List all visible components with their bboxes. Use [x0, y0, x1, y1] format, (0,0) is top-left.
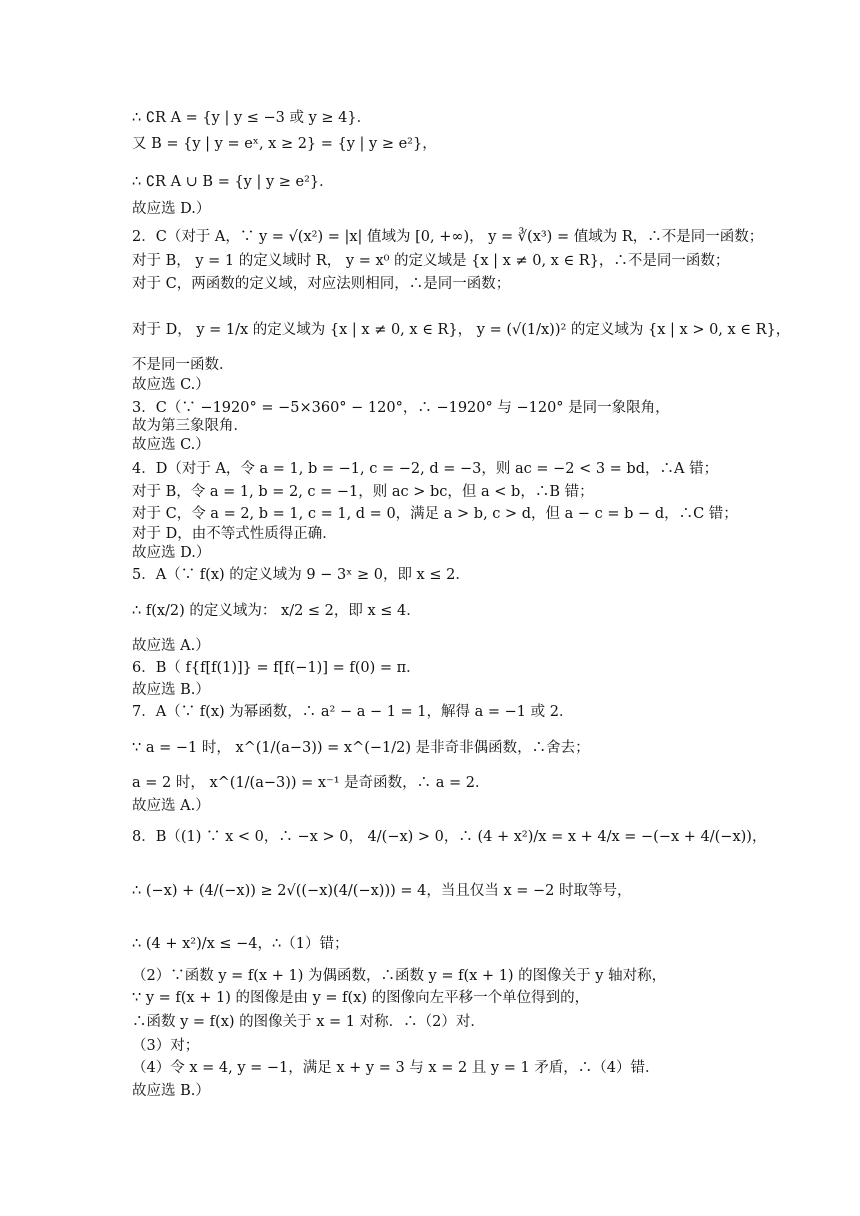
text-line: ∴ ∁R A = {y | y ≤ −3 或 y ≥ 4}． — [132, 110, 372, 126]
text-line: 故应选 C.） — [132, 377, 210, 393]
text-line: 6．B（ f{f[f(1)]} = f[f(−1)] = f(0) = π． — [132, 660, 421, 676]
text-line: （2）∵函数 y = f(x + 1) 为偶函数，∴函数 y = f(x + 1) 的图像关于 y 轴对称， — [132, 968, 667, 984]
text-line: 5．A（∵ f(x) 的定义域为 9 − 3ˣ ≥ 0，即 x ≤ 2． — [132, 567, 470, 583]
text-line: ∴ (4 + x²)/x ≤ −4，∴（1）错； — [132, 936, 349, 952]
text-line: 故应选 D.） — [132, 545, 211, 561]
text-line: 对于 B， y = 1 的定义域时 R， y = x⁰ 的定义域是 {x | x ≠ 0, x ∈ R}，∴不是同一函数； — [132, 253, 730, 269]
text-line: （4）令 x = 4, y = −1，满足 x + y = 3 与 x = 2 且 y = 1 矛盾，∴（4）错． — [132, 1060, 660, 1076]
text-line: 对于 C，令 a = 2, b = 1, c = 1, d = 0，满足 a > b, c > d，但 a − c = b − d，∴C 错； — [132, 506, 738, 522]
text-line: ∴ (−x) + (4/(−x)) ≥ 2√((−x)(4/(−x))) = 4，当且仅当 x = −2 时取等号， — [132, 883, 632, 899]
text-line: ∵ y = f(x + 1) 的图像是由 y = f(x) 的图像向左平移一个单位得到的， — [132, 990, 590, 1006]
text-line: 故应选 B.） — [132, 682, 210, 698]
text-line: 对于 C，两函数的定义域，对应法则相同，∴是同一函数； — [132, 276, 511, 292]
text-line: 故应选 B.） — [132, 1083, 210, 1099]
text-line: 故应选 A.） — [132, 798, 210, 814]
text-line: 对于 D，由不等式性质得正确． — [132, 526, 337, 542]
text-line: ∴ ∁R A ∪ B = {y | y ≥ e²}． — [132, 174, 334, 190]
text-line: 4．D（对于 A，令 a = 1, b = −1, c = −2, d = −3，则 ac = −2 < 3 = bd，∴A 错； — [132, 461, 719, 477]
text-line: （3）对； — [132, 1038, 200, 1054]
text-line: ∴ f(x/2) 的定义域为： x/2 ≤ 2，即 x ≤ 4． — [132, 603, 421, 619]
text-line: 故应选 D.） — [132, 201, 211, 217]
text-line: 不是同一函数． — [132, 357, 234, 373]
text-line: 故为第三象限角． — [132, 418, 248, 434]
text-line: 3．C（∵ −1920° = −5×360° − 120°，∴ −1920° 与 −120° 是同一象限角， — [132, 400, 670, 416]
text-line: 故应选 C.） — [132, 437, 210, 453]
text-line: 又 B = {y | y = eˣ, x ≥ 2} = {y | y ≥ e²}， — [132, 136, 437, 152]
text-line: 7．A（∵ f(x) 为幂函数，∴ a² − a − 1 = 1，解得 a = −1 或 2． — [132, 704, 574, 720]
text-line: a = 2 时， x^(1/(a−3)) = x⁻¹ 是奇函数，∴ a = 2． — [132, 775, 490, 791]
text-line: 2．C（对于 A，∵ y = √(x²) = |x| 值域为 [0, +∞)， y = ∛(x³) = 值域为 R，∴不是同一函数； — [132, 229, 764, 245]
text-line: 8．B（(1) ∵ x < 0，∴ −x > 0， 4/(−x) > 0，∴ (4 + x²)/x = x + 4/x = −(−x + 4/(−x))， — [132, 829, 767, 845]
text-line: 对于 B，令 a = 1, b = 2, c = −1，则 ac > bc，但 a < b，∴B 错； — [132, 484, 594, 500]
text-line: 对于 D， y = 1/x 的定义域为 {x | x ≠ 0, x ∈ R}， y = (√(1/x))² 的定义域为 {x | x > 0, x ∈ R}， — [132, 322, 791, 338]
text-line: ∵ a = −1 时， x^(1/(a−3)) = x^(−1/2) 是非奇非偶函数，∴舍去； — [132, 740, 590, 756]
text-line: ∴函数 y = f(x) 的图像关于 x = 1 对称．∴（2）对． — [132, 1014, 485, 1030]
text-line: 故应选 A.） — [132, 638, 210, 654]
